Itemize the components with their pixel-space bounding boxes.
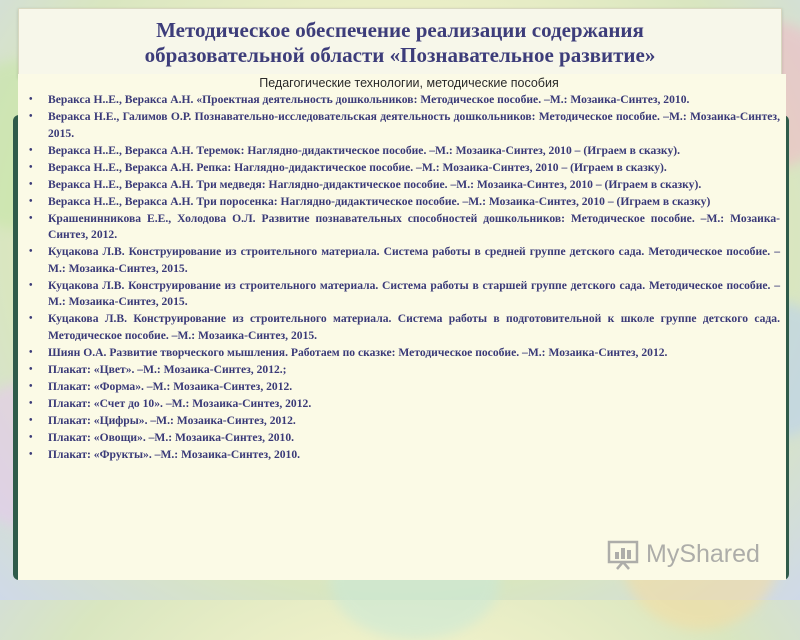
list-item: • Веракса Н..Е., Веракса А.Н. Три поросенка: Наглядно-дидактическое пособие. –М.: Мозаика-Синтез, 2010 – (Играем в сказку) <box>38 194 780 211</box>
list-item: • Плакат: «Фрукты». –М.: Мозаика-Синтез, 2010. <box>38 447 780 464</box>
list-item: • Плакат: «Цвет». –М.: Мозаика-Синтез, 2012.; <box>38 362 780 379</box>
list-item: • Веракса Н..Е., Веракса А.Н. «Проектная деятельность дошкольников: Методическое пособие. –М.: Мозаика-Синтез, 2010. <box>38 92 780 109</box>
list-item: • Веракса Н.Е., Галимов О.Р. Познавательно-исследовательская деятельность дошкольников: Методическое пособие. –М.: Мозаика-Синтез, 2015. <box>38 109 780 142</box>
presentation-board-icon <box>606 537 640 571</box>
list-item: • Веракса Н..Е., Веракса А.Н. Теремок: Наглядно-дидактическое пособие. –М.: Мозаика-Синтез, 2010 – (Играем в сказку). <box>38 143 780 160</box>
slide-title <box>18 8 782 78</box>
title-line-1: Методическое обеспечение реализации содержания <box>156 18 644 42</box>
list-item: • Куцакова Л.В. Конструирование из строительного материала. Система работы в подготовительной к школе группе детского сада. Методическое пособие. –М.: Мозаика-Синтез, 2015. <box>38 311 780 344</box>
list-item: • Куцакова Л.В. Конструирование из строительного материала. Система работы в средней группе детского сада. Методическое пособие. –М.: Мозаика-Синтез, 2015. <box>38 244 780 277</box>
list-item: • Плакат: «Форма». –М.: Мозаика-Синтез, 2012. <box>38 379 780 396</box>
list-item: • Куцакова Л.В. Конструирование из строительного материала. Система работы в старшей группе детского сада. Методическое пособие. –М.: Мозаика-Синтез, 2015. <box>38 278 780 311</box>
bibliography-list <box>38 92 780 463</box>
list-item: • Веракса Н..Е., Веракса А.Н. Репка: Наглядно-дидактическое пособие. –М.: Мозаика-Синтез, 2010 – (Играем в сказку). <box>38 160 780 177</box>
list-item: • Плакат: «Счет до 10». –М.: Мозаика-Синтез, 2012. <box>38 396 780 413</box>
list-item: • Веракса Н..Е., Веракса А.Н. Три медведя: Наглядно-дидактическое пособие. –М.: Мозаика-Синтез, 2010 – (Играем в сказку). <box>38 177 780 194</box>
list-item: • Крашенинникова Е.Е., Холодова О.Л. Развитие познавательных способностей дошкольников: Методическое пособие. –М.: Мозаика-Синтез, 2012. <box>38 211 780 244</box>
list-item: • Шиян О.А. Развитие творческого мышления. Работаем по сказке: Методическое пособие. –М.: Мозаика-Синтез, 2012. <box>38 345 780 362</box>
myshared-watermark <box>606 534 760 574</box>
content-panel <box>18 74 786 580</box>
list-item: • Плакат: «Овощи». –М.: Мозаика-Синтез, 2010. <box>38 430 780 447</box>
list-item: • Плакат: «Цифры». –М.: Мозаика-Синтез, 2012. <box>38 413 780 430</box>
title-line-2: образовательной области «Познавательное развитие» <box>144 43 656 67</box>
section-subtitle: Педагогические технологии, методические пособия <box>259 76 559 90</box>
watermark-text: MyShared <box>646 539 760 568</box>
